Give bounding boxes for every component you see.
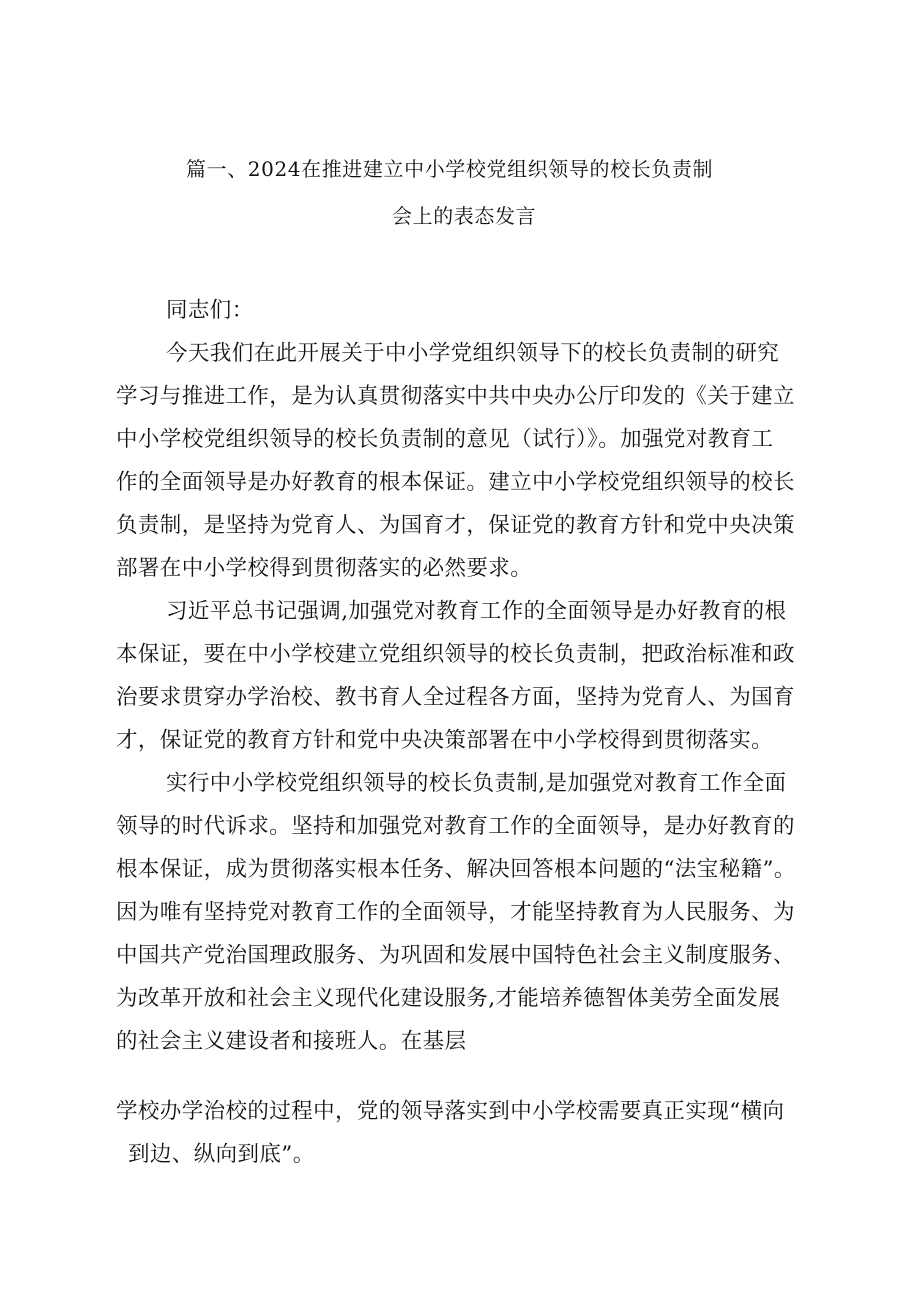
paragraph-line: 中国共产党治国理政服务、为巩固和发展中国特色社会主义制度服务、 <box>116 943 795 968</box>
paragraph-line: 根本保证，成为贯彻落实根本任务、解决回答根本问题的“法宝秘籍”。 <box>116 857 796 882</box>
paragraph-line: 实行中小学校党组织领导的校长负责制,是加强党对教育工作全面 <box>166 771 787 796</box>
paragraph-line: 才，保证党的教育方针和党中央决策部署在中小学校得到贯彻落实。 <box>116 728 774 753</box>
paragraph-line: 领导的时代诉求。坚持和加强党对教育工作的全面领导，是办好教育的 <box>116 814 795 839</box>
paragraph-line: 今天我们在此开展关于中小学党组织领导下的校长负责制的研究 <box>166 341 780 366</box>
paragraph-line: 治要求贯穿办学治校、教书育人全过程各方面，坚持为党育人、为国育 <box>116 685 795 710</box>
paragraph-line: 部署在中小学校得到贯彻落实的必然要求。 <box>116 556 533 581</box>
paragraph-line: 为改革开放和社会主义现代化建设服务,才能培养德智体美劳全面发展 <box>116 986 781 1011</box>
paragraph-line: 因为唯有坚持党对教育工作的全面领导，才能坚持教育为人民服务、为 <box>116 900 795 925</box>
salutation: 同志们： <box>166 298 254 323</box>
paragraph-line: 本保证，要在中小学校建立党组织领导的校长负责制，把政治标准和政 <box>116 642 795 667</box>
paragraph-line: 中小学校党组织领导的校长负责制的意见（试行）》。加强党对教育工 <box>116 427 774 452</box>
title-line-1: 篇一、2024在推进建立中小学校党组织领导的校长负责制 <box>186 157 714 181</box>
paragraph-line: 到边、纵向到底”。 <box>128 1142 315 1167</box>
paragraph-line: 的社会主义建设者和接班人。在基层 <box>116 1029 467 1054</box>
paragraph-line: 作的全面领导是办好教育的根本保证。建立中小学校党组织领导的校长 <box>116 470 795 495</box>
paragraph-line: 学习与推进工作，是为认真贯彻落实中共中央办公厅印发的《关于建立 <box>116 384 795 409</box>
paragraph-line: 学校办学治校的过程中，党的领导落实到中小学校需要真正实现“横向 <box>116 1099 785 1124</box>
paragraph-line: 负责制，是坚持为党育人、为国育才，保证党的教育方针和党中央决策 <box>116 513 795 538</box>
paragraph-line: 习近平总书记强调,加强党对教育工作的全面领导是办好教育的根 <box>166 599 787 624</box>
title-line-2: 会上的表态发言 <box>392 204 537 228</box>
